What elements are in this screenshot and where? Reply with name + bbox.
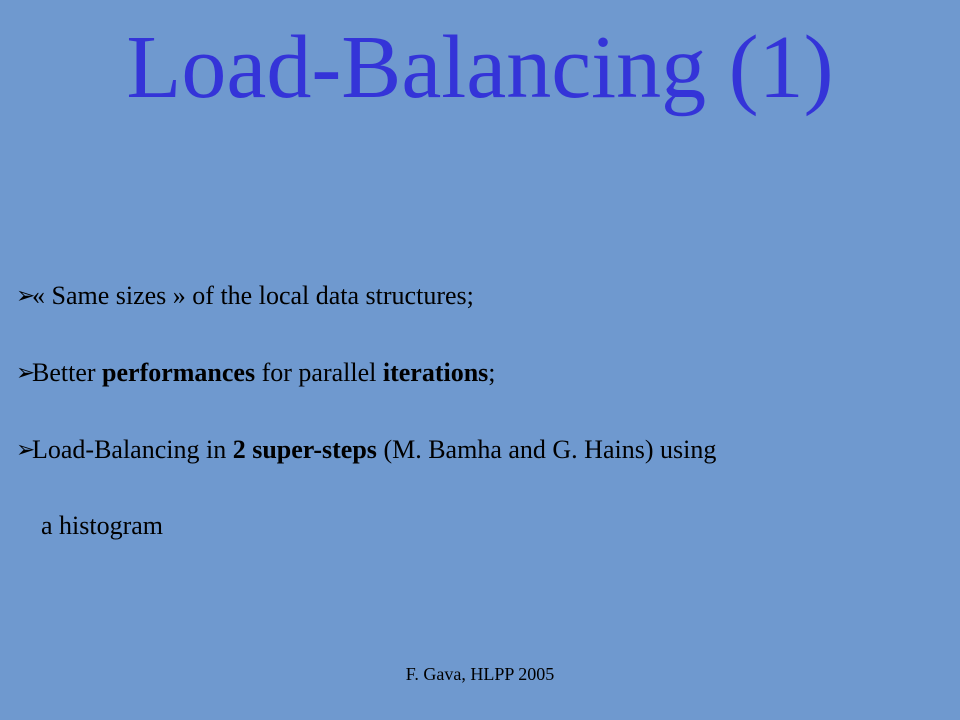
bullet-text: for parallel xyxy=(255,358,383,387)
bullet-item xyxy=(16,276,916,316)
bullet-list xyxy=(16,276,916,470)
arrowhead-bullet-icon: ➢ xyxy=(16,437,36,463)
bullet-emphasis: iterations xyxy=(382,358,489,387)
slide-footer: F. Gava, HLPP 2005 xyxy=(405,664,555,684)
bullet-text: Better xyxy=(32,358,103,387)
bullet-emphasis: 2 super-steps xyxy=(232,435,377,464)
arrowhead-bullet-icon: ➢ xyxy=(16,283,36,309)
bullet-text: (M. Bamha and G. Hains) using xyxy=(376,435,717,464)
bullet-text: ; xyxy=(488,358,496,387)
bullet-item xyxy=(16,430,916,470)
bullet-text: « Same sizes » of the local data structures; xyxy=(32,281,474,310)
arrowhead-bullet-icon: ➢ xyxy=(16,360,36,386)
slide-title: Load-Balancing (1) xyxy=(126,18,834,117)
bullet-continuation: a histogram xyxy=(41,511,164,540)
bullet-item xyxy=(16,353,916,393)
bullet-text: Load-Balancing in xyxy=(32,435,233,464)
bullet-emphasis: performances xyxy=(102,358,256,387)
